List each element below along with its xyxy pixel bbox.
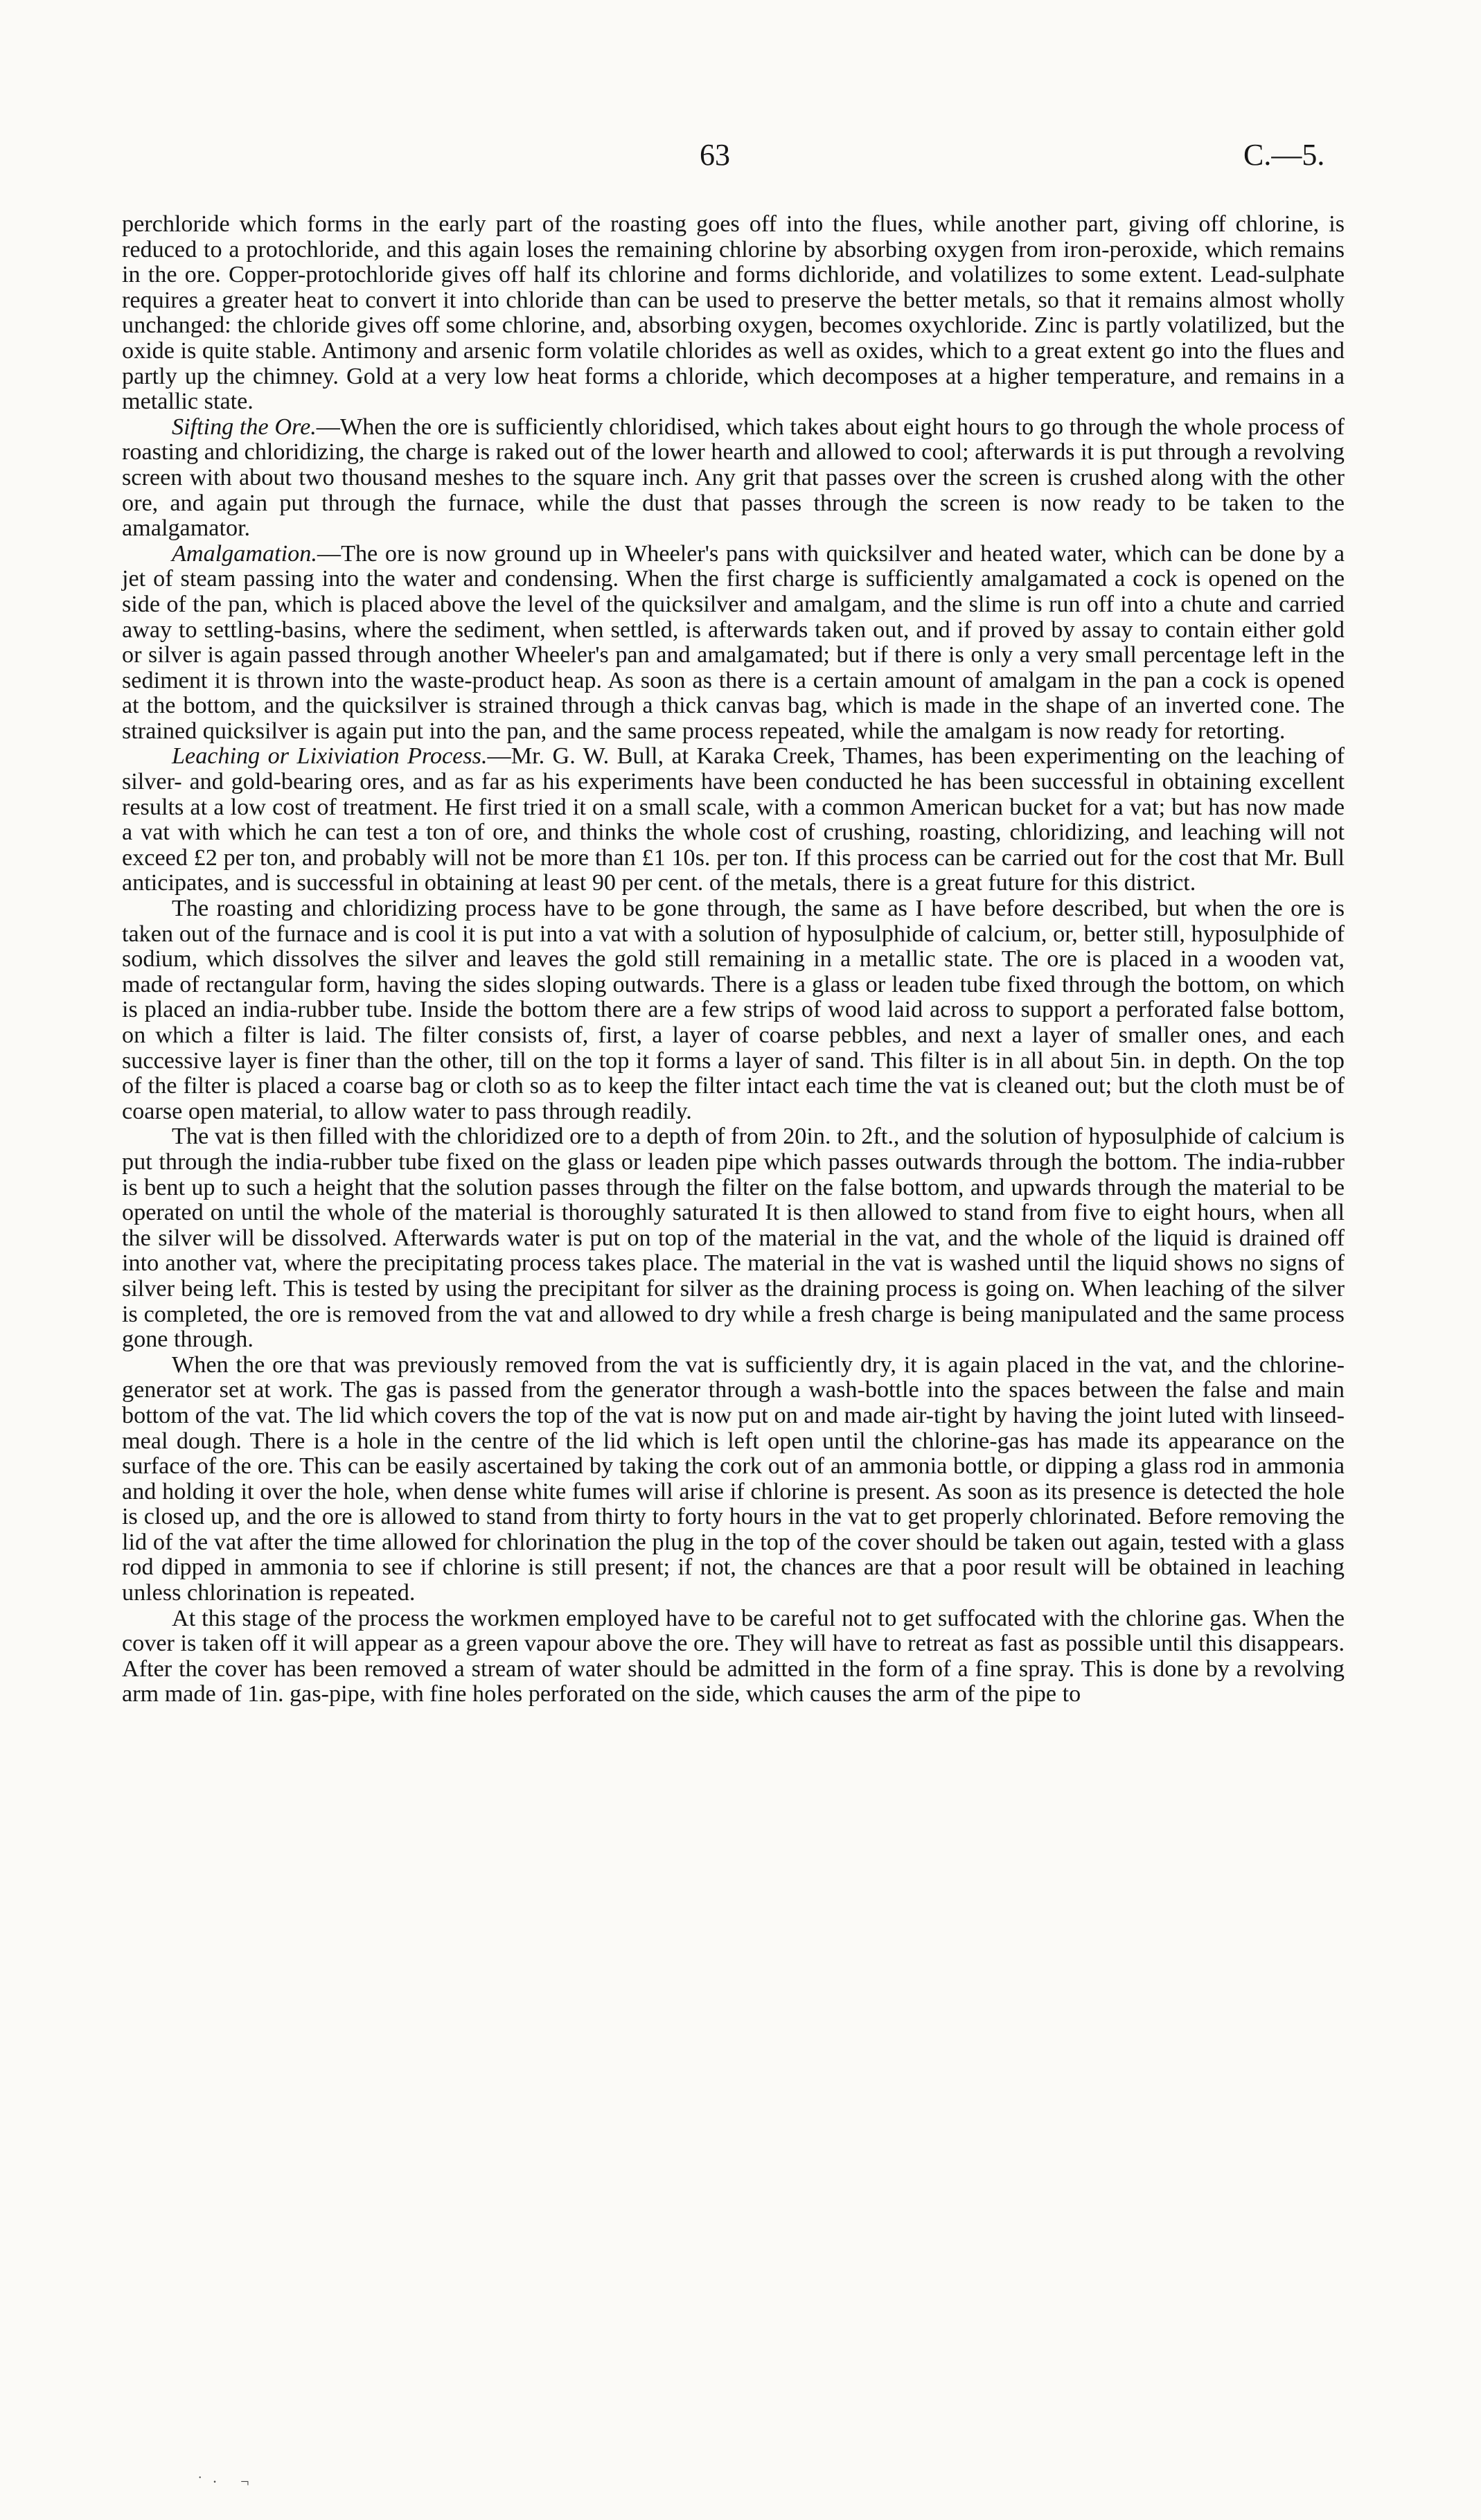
section-heading: Leaching or Lixiviation Process.: [172, 743, 488, 770]
paragraph-vat-filling: [122, 1124, 1345, 1352]
paragraph-amalgamation: [122, 542, 1345, 745]
paragraph-text: —When the ore is sufficiently chloridised, which takes about eight hours to go through the whole process of roasting and chloridizing, the charge is raked out of the lower hearth and allowed to cool; afterwards it is put through a revolving screen with about two thousand meshes to the square inch. Any grit that passes over the screen is crushed along with the other ore, and again put through the furnace, while the dust that passes through the screen is now ready to be taken to the amalgamator.: [122, 414, 1345, 542]
section-heading: Sifting the Ore.: [172, 414, 317, 440]
paragraph-text: The roasting and chloridizing process have to be gone through, the same as I have before described, but when the ore is taken out of the furnace and is cool it is put into a vat with a solution of hyposulphide of calcium, or, better still, hyposulphide of sodium, which dissolves the silver and leaves the gold still remaining in a metallic state. The ore is placed in a wooden vat, made of rectangular form, having the sides sloping outwards. There is a glass or leaden tube fixed through the bottom, on which is placed an india-rubber tube. Inside the bottom there are a few strips of wood laid across to support a perforated false bottom, on which a filter is laid. The filter consists of, first, a layer of coarse pebbles, and next a layer of smaller ones, and each successive layer is finer than the other, till on the top it forms a layer of sand. This filter is in all about 5in. in depth. On the top of the filter is placed a coarse bag or cloth so as to keep the filter intact each time the vat is cleaned out; but the cloth must be of coarse open material, to allow water to pass through readily.: [122, 896, 1345, 1124]
paragraph-workmen-caution: [122, 1606, 1345, 1707]
paragraph-perchloride: [122, 212, 1345, 415]
body-text: [122, 212, 1345, 1707]
page-header: [0, 137, 1481, 186]
paragraph-leaching: [122, 744, 1345, 896]
page-number: 63: [700, 138, 730, 172]
paragraph-text: —The ore is now ground up in Wheeler's pans with quicksilver and heated water, which can be done by a jet of steam passing into the water and condensing. When the first charge is sufficiently amalgamated a cock is opened on the side of the pan, which is placed above the level of the quicksilver and amalgam, and the slime is run off into a chute and carried away to settling-basins, where the sediment, when settled, is afterwards taken out, and if proved by assay to contain either gold or silver is again passed through another Wheeler's pan and amalgamated; but if there is only a very small percentage left in the sediment it is thrown into the waste-product heap. As soon as there is a certain amount of amalgam in the pan a cock is opened at the bottom, and the quicksilver is strained through a thick canvas bag, which is made in the shape of an inverted cone. The strained quicksilver is again put into the pan, and the same process repeated, while the amalgam is now ready for retorting.: [122, 540, 1345, 744]
paragraph-text: —Mr. G. W. Bull, at Karaka Creek, Thames, has been experimenting on the leaching of silver- and gold-bearing ores, and as far as his experiments have been conducted he has been successful in obtaining excellent results at a low cost of treatment. He first tried it on a small scale, with a common American bucket for a vat; but has now made a vat with which he can test a ton of ore, and thinks the whole cost of crushing, roasting, chloridizing, and leaching will not exceed £2 per ton, and probably will not be more than £1 10s. per ton. If this process can be carried out for the cost that Mr. Bull anticipates, and is successful in obtaining at least 90 per cent. of the metals, there is a great future for this district.: [122, 743, 1345, 896]
paragraph-text: At this stage of the process the workmen employed have to be careful not to get suffocated with the chlorine gas. When the cover is taken off it will appear as a green vapour above the ore. They will have to retreat as fast as possible until this disappears. After the cover has been removed a stream of water should be admitted in the form of a fine spray. This is done by a revolving arm made of 1in. gas-pipe, with fine holes perforated on the side, which causes the arm of the pipe to: [122, 1605, 1345, 1707]
paragraph-sifting-the-ore: [122, 415, 1345, 542]
paragraph-text: The vat is then filled with the chloridized ore to a depth of from 20in. to 2ft., and the solution of hyposulphide of calcium is put through the india-rubber tube fixed on the glass or leaden pipe which passes outwards through the bottom. The india-rubber is bent up to such a height that the solution passes through the filter on the false bottom, and upwards through the material to be operated on until the whole of the material is thoroughly saturated It is then allowed to stand from five to eight hours, when all the silver will be dissolved. Afterwards water is put on top of the material in the vat, and the whole of the liquid is drained off into another vat, where the precipitating process takes place. The material in the vat is washed until the liquid shows no signs of silver being left. This is tested by using the precipitant for silver as the draining process is going on. When leaching of the silver is completed, the ore is removed from the vat and allowed to dry while a fresh charge is being manipulated and the same process gone through.: [122, 1124, 1345, 1353]
report-code: C.—5.: [1243, 138, 1325, 172]
paragraph-text: When the ore that was previously removed from the vat is sufficiently dry, it is again placed in the vat, and the chlorine-generator set at work. The gas is passed from the generator through a wash-bottle into the spaces between the false and main bottom of the vat. The lid which covers the top of the vat is now put on and made air-tight by having the joint luted with linseed-meal dough. There is a hole in the centre of the lid which is left open until the chlorine-gas has made its appearance on the surface of the ore. This can be easily ascertained by taking the cork out of an ammonia bottle, or dipping a glass rod in ammonia and holding it over the hole, when dense white fumes will arise if chlorine is present. As soon as its presence is detected the hole is closed up, and the ore is allowed to stand from thirty to forty hours in the vat to get properly chlorinated. Before removing the lid of the vat after the time allowed for chlorination the plug in the top of the cover should be taken out again, tested with a glass rod dipped in ammonia to see if chlorine is still present; if not, the chances are that a poor result will be obtained in leaching unless chlorination is repeated.: [122, 1351, 1345, 1606]
paragraph-chlorination: [122, 1353, 1345, 1606]
section-heading: Amalgamation.: [172, 540, 317, 567]
stray-print-marks: ˙· ¬: [197, 2473, 259, 2490]
paragraph-text: perchloride which forms in the early part of the roasting goes off into the flues, while another part, giving off chlorine, is reduced to a protochloride, and this again loses the remaining chlorine by absorbing oxygen from iron-peroxide, which remains in the ore. Copper-protochloride gives off half its chlorine and forms dichloride, and volatilizes to some extent. Lead-sulphate requires a greater heat to convert it into chloride than can be used to preserve the better metals, so that it remains almost wholly unchanged: the chloride gives off some chlorine, and, absorbing oxygen, becomes oxychloride. Zinc is partly volatilized, but the oxide is quite stable. Antimony and arsenic form volatile chlorides as well as oxides, which to a great extent go into the flues and partly up the chimney. Gold at a very low heat forms a chloride, which decomposes at a higher temperature, and remains in a metallic state.: [122, 211, 1345, 415]
paragraph-roasting-process: [122, 896, 1345, 1124]
